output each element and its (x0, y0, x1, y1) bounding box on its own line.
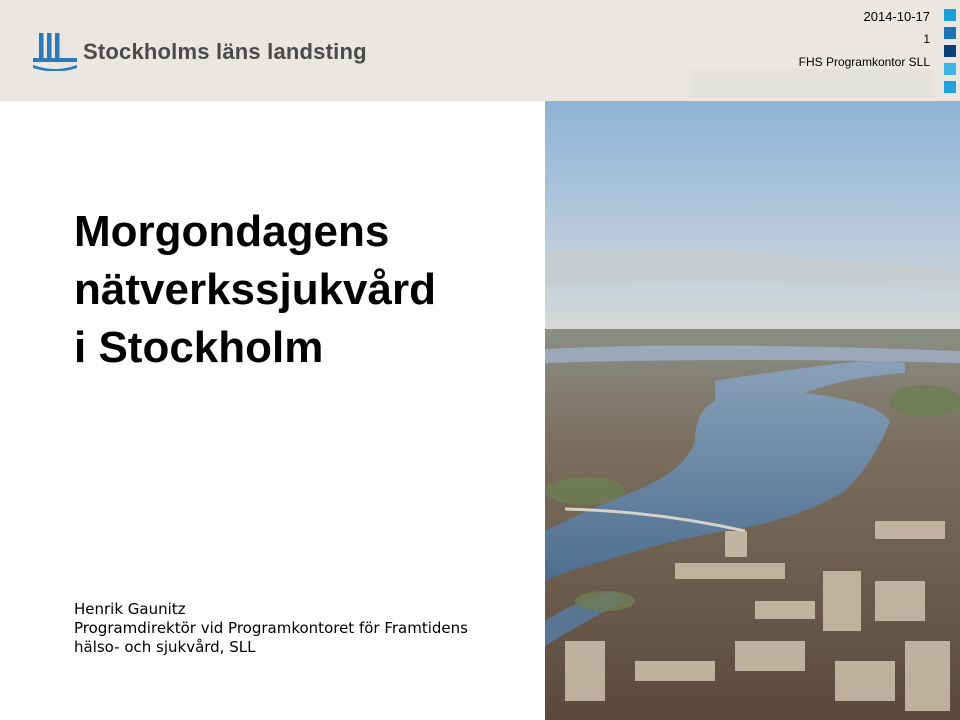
header-box (690, 69, 934, 98)
color-square-1 (944, 9, 956, 21)
color-square-2 (944, 27, 956, 39)
presenter-role-line-1: Programdirektör vid Programkontoret för Framtidens (74, 619, 468, 637)
slide-date: 2014-10-17 (863, 9, 930, 24)
sll-logo (33, 33, 367, 71)
slide-header (0, 0, 960, 101)
color-square-5 (944, 81, 956, 93)
slide-title (74, 203, 534, 377)
sll-logo-icon (33, 33, 77, 71)
logo-text: Stockholms läns landsting (83, 39, 367, 64)
presenter-info (74, 600, 468, 657)
title-line-2: nätverkssjukvård (74, 265, 436, 314)
page-number: 1 (923, 32, 930, 46)
presenter-role-line-2: hälso- och sjukvård, SLL (74, 638, 256, 656)
stockholm-aerial-photo (545, 101, 960, 720)
color-squares (944, 9, 956, 99)
org-label: FHS Programkontor SLL (798, 55, 930, 69)
color-square-3 (944, 45, 956, 57)
presenter-name: Henrik Gaunitz (74, 600, 186, 618)
title-line-1: Morgondagens (74, 207, 390, 256)
color-square-4 (944, 63, 956, 75)
title-line-3: i Stockholm (74, 323, 324, 372)
